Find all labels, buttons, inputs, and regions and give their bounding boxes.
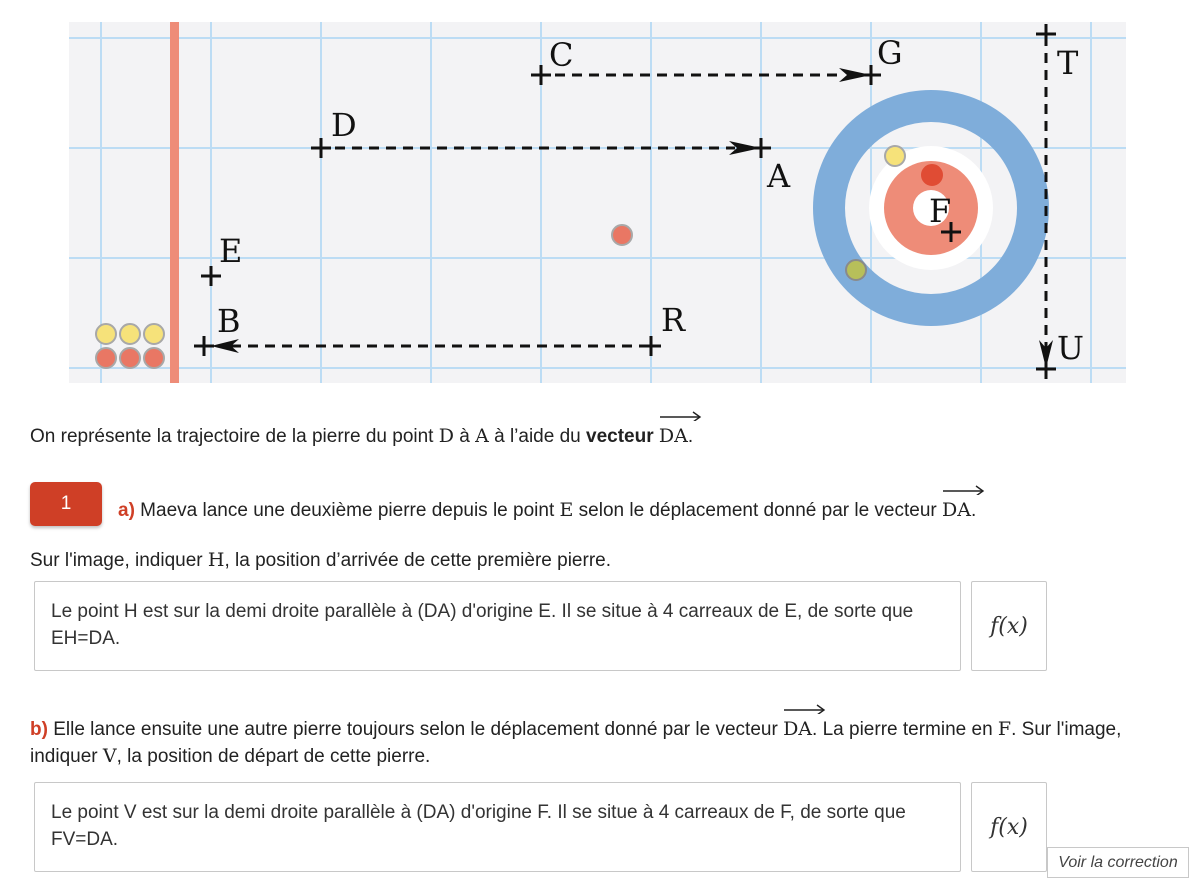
label-e: E (219, 232, 243, 270)
start-line (170, 22, 179, 383)
stone-olive (846, 260, 866, 280)
point-a-math: A (475, 425, 489, 447)
label-b: B (217, 302, 241, 340)
stone-red (922, 165, 942, 185)
label-f: F (929, 192, 952, 230)
label-u: U (1057, 329, 1084, 367)
label-g: G (877, 34, 903, 72)
label-c: C (549, 36, 574, 74)
stone-yellow (144, 324, 164, 344)
label-r: R (661, 301, 686, 339)
question-a-text: a) Maeva lance une deuxième pierre depuis le point E selon le déplacement donné par le vecteur DA. (118, 497, 976, 524)
label-d: D (331, 106, 357, 144)
show-correction-button[interactable]: Voir la correction (1047, 847, 1189, 878)
stone-yellow (120, 324, 140, 344)
label-t: T (1057, 44, 1079, 82)
vector-da-notation: DA (783, 716, 812, 742)
stone-yellow (885, 146, 905, 166)
formula-button-b[interactable]: f(x) (971, 782, 1047, 872)
vector-arrow-icon (783, 702, 827, 714)
point-d-math: D (438, 425, 454, 447)
intro-text: On représente la trajectoire de la pierre du point D à A à l’aide du vecteur DA. (30, 423, 693, 450)
answer-a-field[interactable]: Le point H est sur la demi droite parallèle à (DA) d'origine E. Il se situe à 4 carreaux de E, de sorte que EH=DA. (34, 581, 961, 671)
stone-red (612, 225, 632, 245)
stone-red (144, 348, 164, 368)
answer-b-field[interactable]: Le point V est sur la demi droite parallèle à (DA) d'origine F. Il se situe à 4 carreaux de F, de sorte que FV=DA. (34, 782, 961, 872)
curling-figure (69, 22, 1126, 383)
stone-red (96, 348, 116, 368)
vector-da-notation: DA (942, 497, 971, 523)
vector-arrow-icon (659, 409, 703, 421)
stone-red (120, 348, 140, 368)
question-a-instruction: Sur l'image, indiquer H, la position d’arrivée de cette première pierre. (30, 549, 611, 571)
formula-button-a[interactable]: f(x) (971, 581, 1047, 671)
stone-yellow (96, 324, 116, 344)
question-number-badge: 1 (30, 482, 102, 526)
vector-da-notation: DA (659, 423, 688, 449)
label-a: A (767, 157, 791, 195)
vector-arrow-icon (942, 483, 986, 495)
question-b-text: b) Elle lance ensuite une autre pierre toujours selon le déplacement donné par le vecteur DA. La pierre termine en F. Sur l'image, indiquer V, la position de départ de cette pierre. (30, 716, 1180, 770)
